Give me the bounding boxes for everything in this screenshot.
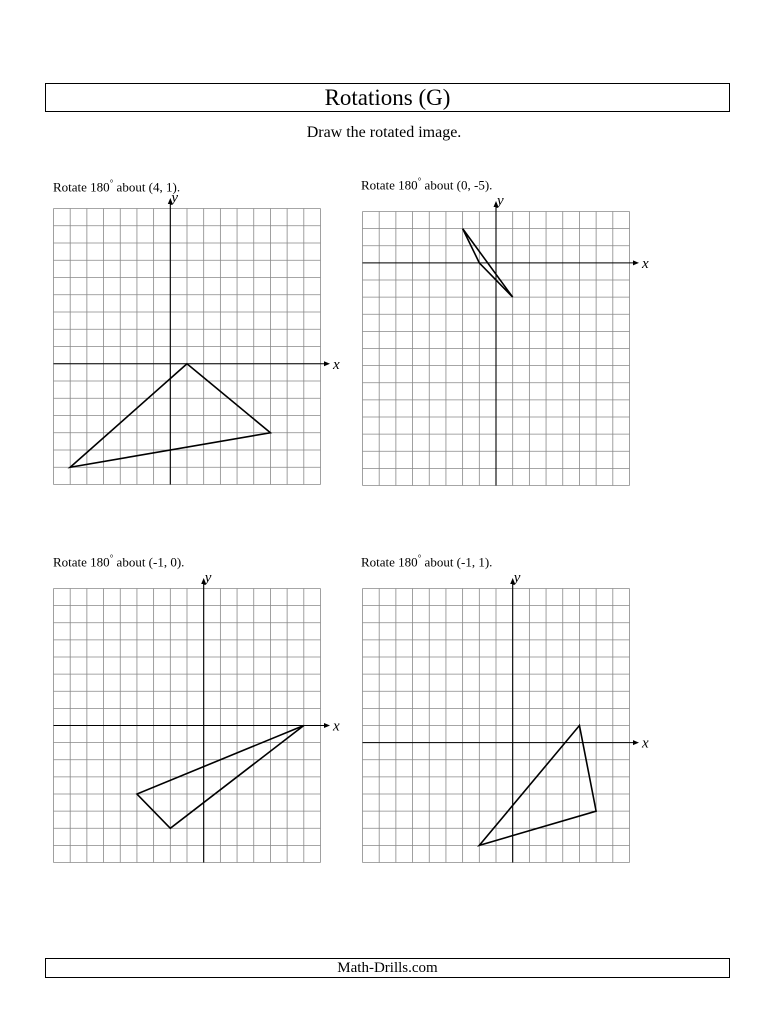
label-suffix: about (-1, 1). bbox=[421, 554, 493, 570]
triangle-shape bbox=[479, 726, 596, 846]
grid-lines bbox=[54, 209, 321, 485]
footer-source: Math-Drills.com bbox=[45, 958, 730, 978]
instructions: Draw the rotated image. bbox=[306, 124, 462, 141]
label-prefix: Rotate 180 bbox=[361, 177, 418, 193]
x-axis-label: x bbox=[333, 356, 340, 373]
coordinate-grid[interactable] bbox=[362, 570, 649, 864]
coordinate-grid[interactable] bbox=[53, 570, 340, 864]
label-suffix: about (0, -5). bbox=[421, 177, 493, 193]
x-axis-arrow bbox=[324, 723, 330, 728]
x-axis-arrow bbox=[633, 260, 639, 265]
label-prefix: Rotate 180 bbox=[53, 554, 110, 570]
worksheet-title: Rotations (G) bbox=[45, 83, 730, 112]
y-axis-label: y bbox=[497, 193, 504, 209]
problem-label bbox=[53, 553, 184, 570]
problem-label bbox=[53, 178, 180, 195]
coordinate-grid[interactable] bbox=[53, 190, 340, 486]
x-axis-arrow bbox=[633, 740, 639, 745]
y-axis-label: y bbox=[513, 570, 521, 586]
x-axis-label: x bbox=[642, 255, 649, 272]
label-prefix: Rotate 180 bbox=[361, 554, 418, 570]
y-axis-label: y bbox=[204, 570, 212, 586]
x-axis-arrow bbox=[324, 361, 330, 366]
grid-lines bbox=[363, 589, 630, 863]
coordinate-grid[interactable] bbox=[362, 193, 649, 487]
degree-symbol: ° bbox=[109, 553, 114, 563]
problem-label bbox=[361, 176, 492, 193]
degree-symbol: ° bbox=[417, 176, 422, 186]
label-suffix: about (-1, 0). bbox=[113, 554, 185, 570]
y-axis-label: y bbox=[171, 190, 178, 206]
x-axis-label: x bbox=[642, 735, 649, 752]
x-axis-label: x bbox=[333, 718, 340, 735]
problem-label bbox=[361, 553, 492, 570]
degree-symbol: ° bbox=[417, 553, 422, 563]
label-prefix: Rotate 180 bbox=[53, 179, 110, 195]
label-suffix: about (4, 1). bbox=[113, 179, 181, 195]
degree-symbol: ° bbox=[109, 178, 114, 188]
